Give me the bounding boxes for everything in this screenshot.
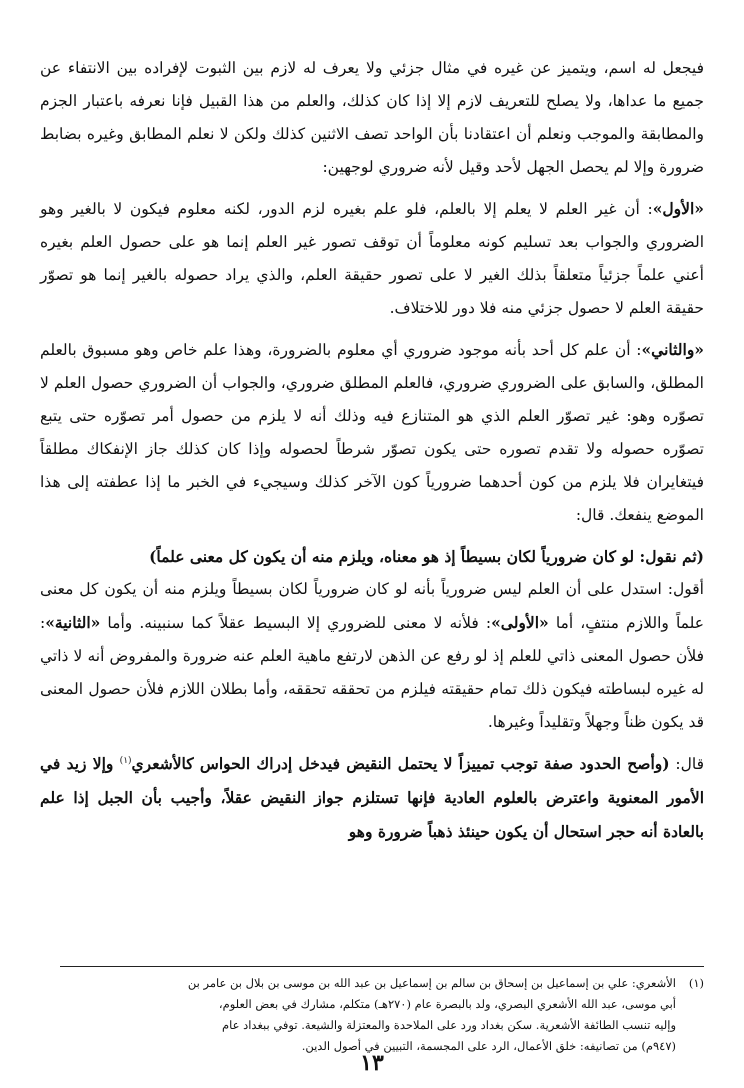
footnote-1-text-2: أبي موسى، عبد الله الأشعري البصري، ولد بالبصرة عام (٢٧٠هـ) متكلم، مشارك في بعض العلوم، bbox=[218, 997, 676, 1011]
page-number: ١٣ bbox=[360, 1050, 384, 1076]
paragraph-5-part-c: : فلأن حصول المعنى ذاتي للعلم إذ لو رفع عن الذهن لارتفع ماهية العلم عنه ضرورة والمفروض أنه لا ذاتي له غيره لبساطته فيكون ذلك تمام حقيقته فيلزم من تحققه تحققه، وأما بطلان اللازم فلأن حصول المعنى قد يكون ظناً وجهلاً وتقليداً وغيرها. bbox=[40, 614, 704, 731]
footnotes bbox=[60, 966, 704, 1057]
paragraph-3-text: : أن علم كل أحد بأنه موجود ضروري أي معلوم بالضرورة، وهذا علم خاص وهو مسبوق بالعلم المطلق، والسابق على الضروري ضروري، فالعلم المطلق ضروري، والجواب أن الضروري حصول العلم لا تصوّره وهو: غير تصوّر العلم الذي هو المتنازع فيه وذلك أنه لا يلزم من حصول أمر تصوّره حتى يتبع تصوّره حصوله ولا تقدم تصوره حتى يكون تصوّر شرطاً لحصوله وإذا كان كذلك جاز الإنفكاك مطلقاً فيتغايران فلا يلزم من كون أحدهما ضرورياً كون الآخر كذلك وسيجيء في الخبر ما إذا عطفته إلى هذا الموضع ينفعك. قال: bbox=[40, 341, 704, 524]
footnote-1-text-3: وإليه تنسب الطائفة الأشعرية. سكن بغداد ورد على الملاحدة والمعتزلة والشيعة. توفي ببغداد عام bbox=[221, 1018, 676, 1032]
footnote-1-text-1: الأشعري: علي بن إسماعيل بن إسحاق بن سالم بن إسماعيل بن عبد الله بن موسى بن بلال بن عامر بن bbox=[187, 976, 676, 990]
footnote-1-text-4: (٩٤٧م) من تصانيفه: خلق الأعمال، الرد على المجسمة، التبيين في أصول الدين. bbox=[301, 1039, 676, 1053]
paragraph-2 bbox=[40, 192, 704, 325]
paragraph-5-part-a: أقول: استدل على أن العلم ليس ضرورياً بأنه لو كان ضرورياً لكان بسيطاً ويلزم منه أن يكون كل معنى علماً واللازم منتفٍ، أما bbox=[40, 580, 705, 632]
second-premise-label: «الثانية» bbox=[45, 613, 101, 632]
footnote-1-line-1 bbox=[60, 973, 704, 994]
quoted-text-2-part-2: وإلا زيد في الأمور المعنوية واعترض بالعلوم العادية فإنها تستلزم جواز النقيض عقلاً، وأجيب بأن الجبل إذا علم بالعادة أنه حجر استحال أن يكون حينئذ ذهباً ضرورة وهو bbox=[40, 754, 704, 841]
quoted-text-1 bbox=[40, 540, 704, 573]
paragraph-6 bbox=[40, 747, 704, 849]
quoted-text-1-content: (ثم نقول: لو كان ضرورياً لكان بسيطاً إذ هو معناه، ويلزم منه أن يكون كل معنى علماً) bbox=[149, 547, 704, 566]
footnote-1-line-2 bbox=[60, 994, 704, 1015]
second-aspect-label: «والثاني» bbox=[641, 340, 704, 359]
paragraph-1 bbox=[40, 52, 704, 184]
paragraph-5 bbox=[40, 573, 704, 739]
paragraph-6-intro: قال: bbox=[669, 755, 704, 773]
first-aspect-label: «الأول» bbox=[652, 199, 704, 218]
paragraph-1-text: فيجعل له اسم، ويتميز عن غيره في مثال جزئي ولا يعرف له لازم بين الثبوت لإفراده بين الانتفاء عن جميع ما عداها، ولا يصلح للتعريف لازم إلا إذا كان كذلك، والعلم من هذا القبيل فإنا نعرفه باعتبار الجزم والمطابقة والموجب ونعلم أن اعتقادنا بأن الواحد تصف الاثنين كذلك ولكن لا نعلم المطابق وغيره بضابط ضرورة وإلا لم يحصل الجهل لأحد وقيل لأنه ضروري لوجهين: bbox=[40, 59, 704, 176]
footnote-1-line-3 bbox=[60, 1015, 704, 1036]
quoted-text-2-part-1: (وأصح الحدود صفة توجب تمييزاً لا يحتمل النقيض فيدخل إدراك الحواس كالأشعري bbox=[131, 754, 670, 773]
footnote-1-number: (١) bbox=[688, 976, 704, 990]
main-text bbox=[40, 52, 704, 849]
first-premise-label: «الأولى» bbox=[491, 613, 549, 632]
paragraph-2-text: : أن غير العلم لا يعلم إلا بالعلم، فلو علم بغيره لزم الدور، لكنه معلوم فيكون لا بالغير وهو الضروري والجواب بعد تسليم كونه معلوماً أن توقف تصور غير العلم إنما هو على حصول العلم بغيره أعني علماً جزئياً متعلقاً بذلك الغير لا على تصور حقيقة العلم، والذي يراد حصوله بالغير إنما هو تصوّر حقيقة العلم لا حصول جزئي منه فلا دور للاختلاف. bbox=[40, 200, 704, 317]
paragraph-5-part-b: : فلأنه لا معنى للضروري إلا البسيط عقلاً كما سنبينه. وأما bbox=[100, 614, 492, 632]
paragraph-3 bbox=[40, 333, 704, 532]
footnote-marker[interactable]: (١) bbox=[119, 755, 132, 766]
